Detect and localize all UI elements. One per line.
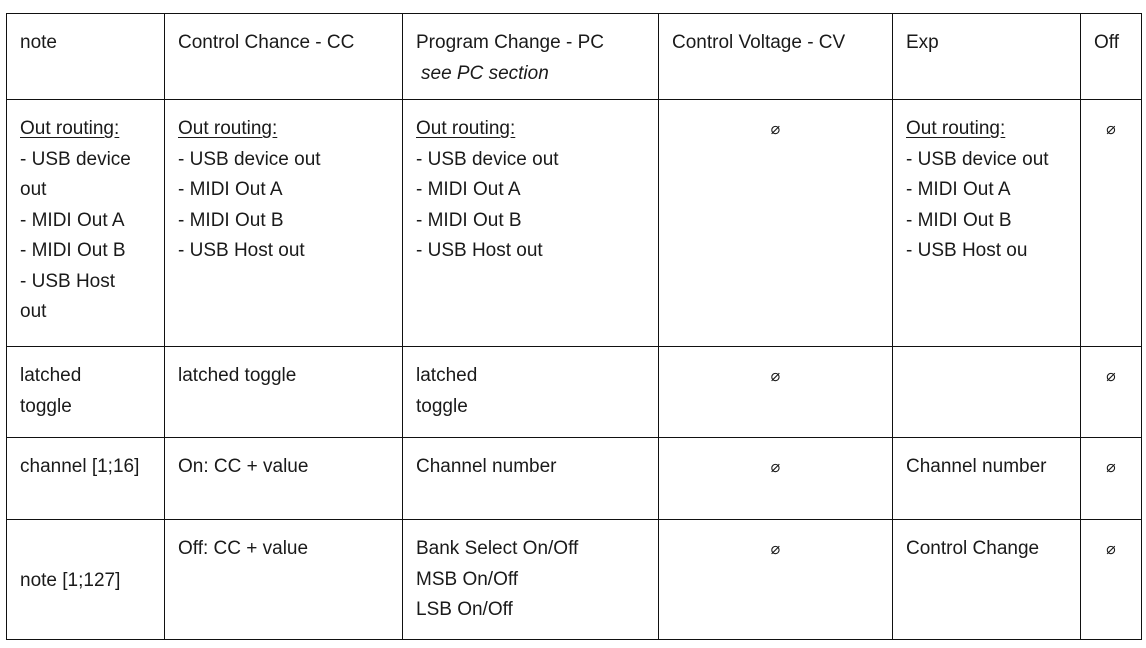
routing-line: - USB device out: [906, 148, 1049, 170]
bank-line: MSB On/Off: [416, 568, 519, 590]
header-cc: Control Chance - CC: [165, 14, 403, 100]
bank-line: LSB On/Off: [416, 599, 513, 620]
routing-heading: Out routing:: [20, 118, 120, 139]
cell-channel-cv: [659, 438, 893, 520]
empty-set-icon: ⌀: [1106, 459, 1116, 476]
empty-set-icon: ⌀: [770, 368, 781, 385]
routing-line: - MIDI Out B: [20, 240, 126, 261]
header-note: note: [7, 14, 165, 100]
table-row-toggle: [7, 347, 1142, 438]
empty-set-icon: ⌀: [1106, 368, 1116, 385]
cell-note-off: [1081, 520, 1142, 640]
header-pc-label: Program Change - PC: [416, 32, 604, 53]
cell-note-exp: Control Change: [893, 520, 1081, 640]
cell-channel-note: channel [1;16]: [7, 438, 165, 520]
routing-line: - USB Host ou: [906, 240, 1028, 261]
cell-toggle-exp: [893, 347, 1081, 438]
cell-channel-pc: Channel number: [403, 438, 659, 520]
toggle-line: latched: [20, 365, 82, 386]
empty-set-icon: ⌀: [1106, 121, 1116, 138]
cell-toggle-pc: [403, 347, 659, 438]
routing-line: - USB Host out: [416, 240, 543, 261]
cell-routing-off: [1081, 100, 1142, 347]
header-off: Off: [1081, 14, 1142, 100]
bank-line: Bank Select On/Off: [416, 538, 579, 559]
routing-line: - MIDI Out A: [416, 179, 521, 200]
header-exp: Exp: [893, 14, 1081, 100]
cell-toggle-off: [1081, 347, 1142, 438]
routing-line: - MIDI Out B: [178, 209, 284, 231]
cell-note-pc: [403, 520, 659, 640]
routing-line: - MIDI Out A: [20, 209, 125, 231]
header-cv: Control Voltage - CV: [659, 14, 893, 100]
empty-set-icon: ⌀: [770, 459, 781, 476]
routing-line: - MIDI Out B: [906, 209, 1012, 231]
cell-channel-cc: On: CC + value: [165, 438, 403, 520]
cell-note-note: note [1;127]: [7, 520, 165, 640]
cell-routing-note: [7, 100, 165, 347]
routing-heading: Out routing:: [178, 118, 278, 139]
cell-note-cv: [659, 520, 893, 640]
table-row-routing: [7, 100, 1142, 347]
table-row-channel: [7, 438, 1142, 520]
toggle-line: toggle: [20, 395, 72, 417]
header-pc: [403, 14, 659, 100]
routing-line: - USB device: [20, 148, 131, 170]
cell-routing-cc: [165, 100, 403, 347]
header-pc-subtitle: see PC section: [421, 62, 549, 84]
mode-table: [6, 13, 1142, 640]
cell-toggle-cc: latched toggle: [165, 347, 403, 438]
cell-routing-exp: [893, 100, 1081, 347]
routing-heading: Out routing:: [906, 118, 1006, 139]
table-header-row: [7, 14, 1142, 100]
routing-line: - MIDI Out B: [416, 209, 522, 231]
empty-set-icon: ⌀: [770, 541, 781, 558]
routing-line: out: [20, 301, 47, 322]
cell-note-cc: Off: CC + value: [165, 520, 403, 640]
cell-toggle-note: [7, 347, 165, 438]
cell-channel-off: [1081, 438, 1142, 520]
routing-line: - USB device out: [178, 148, 321, 170]
toggle-line: latched: [416, 365, 478, 386]
cell-toggle-cv: [659, 347, 893, 438]
routing-line: - USB device out: [416, 148, 559, 170]
routing-line: - USB Host out: [178, 240, 305, 261]
routing-line: - MIDI Out A: [906, 179, 1011, 200]
cell-routing-pc: [403, 100, 659, 347]
cell-routing-cv: [659, 100, 893, 347]
routing-line: - MIDI Out A: [178, 179, 283, 200]
routing-heading: Out routing:: [416, 118, 516, 139]
routing-line: - USB Host: [20, 270, 116, 292]
routing-line: out: [20, 179, 47, 200]
table-row-note: [7, 520, 1142, 640]
empty-set-icon: ⌀: [1106, 541, 1116, 558]
toggle-line: toggle: [416, 395, 468, 417]
empty-set-icon: ⌀: [770, 121, 781, 138]
cell-channel-exp: Channel number: [893, 438, 1081, 520]
